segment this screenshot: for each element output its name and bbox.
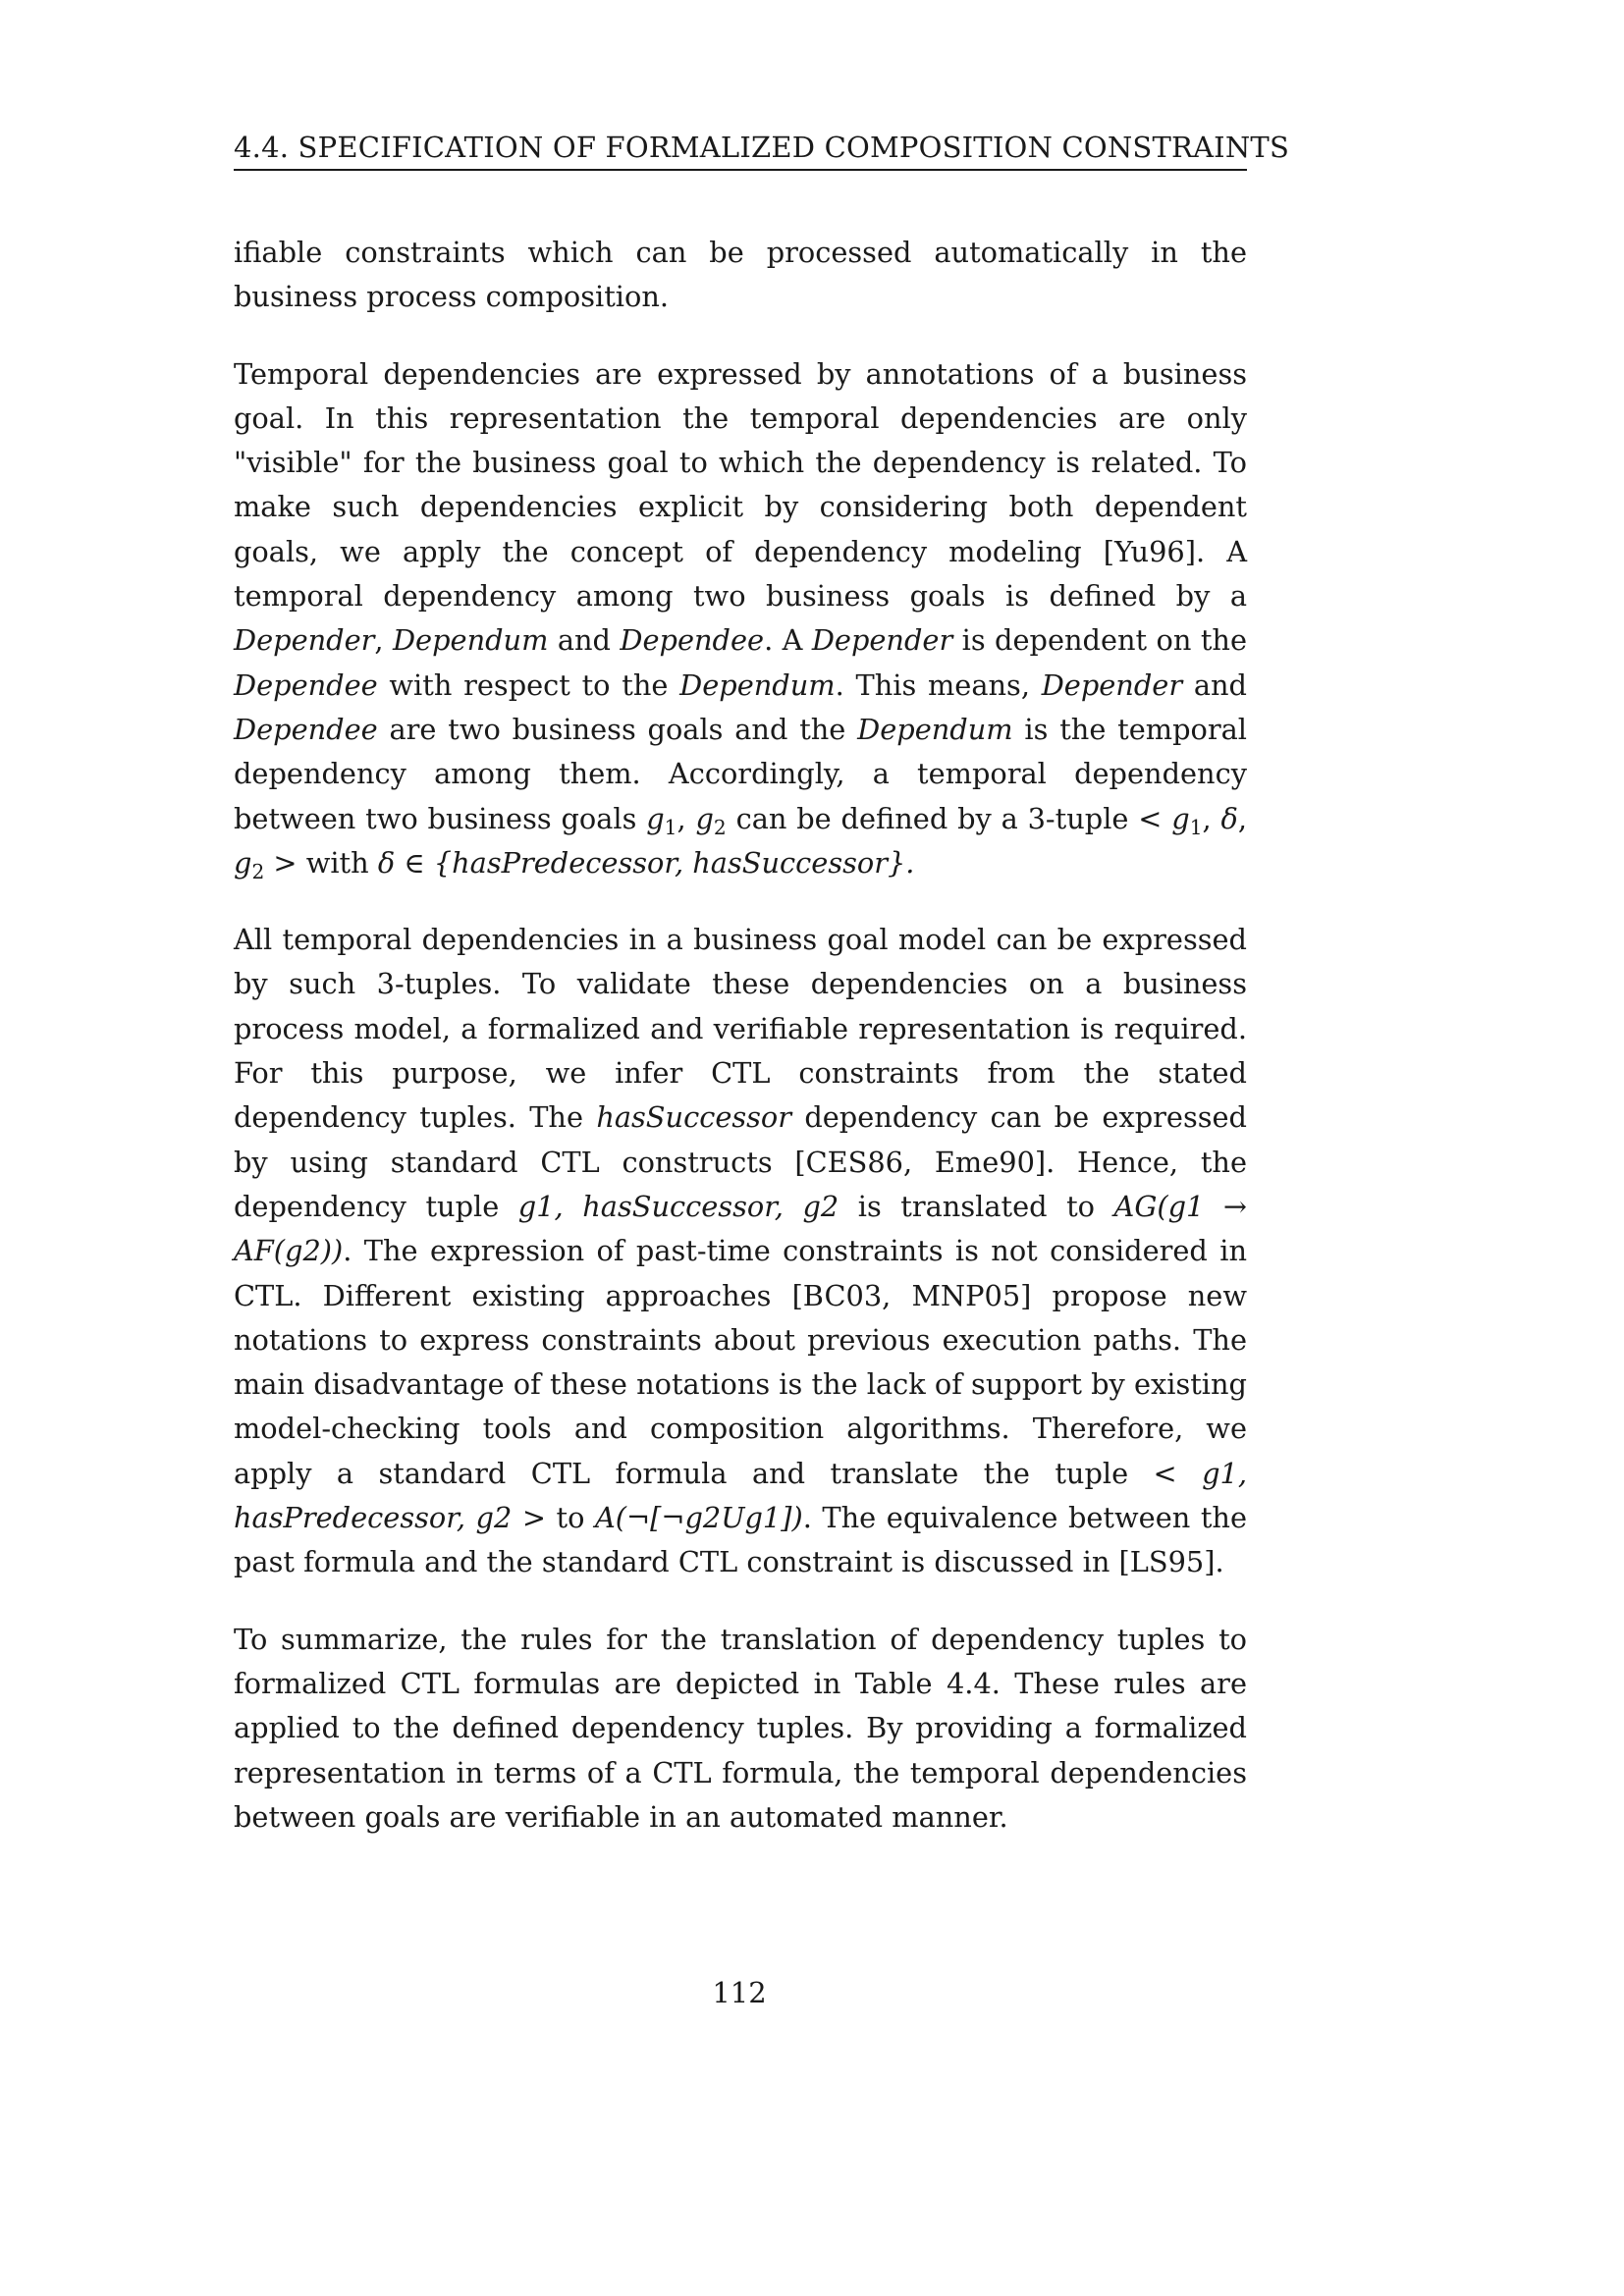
paragraph-2: Temporal dependencies are expressed by annotations of a business goal. In this representation the temporal dependencies are only "visible" for the business goal to which the dependency is related. To make such dependencies explicit by considering both dependent goals, we apply the concept of dependency modeling [Yu96]. A temporal dependency among two business goals is defined by a Depender, Dependum and Dependee. A Depender is dependent on the Dependee with respect to the Dependum. This means, Depender and Dependee are two business goals and the Dependum is the temporal dependency among them. Accordingly, a temporal dependency between two business goals $g_1$, $g_2$ can be defined by a 3-tuple < $g_1$, δ, $g_2$ > with δ ∈ {hasPredecessor, hasSuccessor}. [234, 356, 1247, 883]
term-depender: Depender [234, 623, 375, 658]
paragraph-3: All temporal dependencies in a business goal model can be expressed by such 3-tuples. To validate these dependencies on a business process model, a formalized and verifiable representation is required. For this purpose, we infer CTL constraints from the stated dependency tuples. The hasSuccessor dependency can be expressed by using standard CTL constructs [CES86, Eme90]. Hence, the dependency tuple g1, hasSuccessor, g2 is translated to AG(g1 → AF(g2)). The expression of past-time constraints is not considered in CTL. Different existing approaches [BC03, MNP05] propose new notations to express constraints about previous execution paths. The main disadvantage of these notations is the lack of support by existing model-checking tools and composition algorithms. Therefore, we apply a standard CTL formula and translate the tuple < g1, hasPredecessor, g2 > to A(¬[¬g2Ug1]). The equivalence between the past formula and the standard CTL constraint is discussed in [LS95]. [234, 923, 1247, 1579]
math-dependency-set: δ ∈ {hasPredecessor, hasSuccessor}. [377, 845, 915, 880]
math-goals: $g_1$ [646, 801, 677, 839]
term-dependum: Dependum [392, 623, 549, 658]
math-tuple-successor: g1, hasSuccessor, g2 [517, 1189, 839, 1223]
math-tuple-predecessor: g1, hasPredecessor, g2 [234, 1456, 1247, 1535]
math-formula-a: A(¬[¬g2Ug1]) [594, 1501, 803, 1535]
running-header: 4.4. SPECIFICATION OF FORMALIZED COMPOSITION CONSTRAINTS [234, 128, 1247, 171]
page-body [234, 231, 1247, 1840]
paragraph-1: ifiable constraints which can be processed automatically in the business process composition. [234, 236, 1247, 314]
term-dependee: Dependee [620, 623, 765, 658]
term-has-successor: hasSuccessor [596, 1100, 792, 1135]
paragraph-4: To summarize, the rules for the translation of dependency tuples to formalized CTL formulas are depicted in Table 4.4. These rules are applied to the defined dependency tuples. By providing a formalized representation in terms of a CTL formula, the temporal dependencies between goals are verifiable in an automated manner. [234, 1622, 1247, 1834]
math-formula-ag: AG(g1 → AF(g2)) [234, 1189, 1247, 1268]
page-number: 112 [712, 1976, 767, 2009]
